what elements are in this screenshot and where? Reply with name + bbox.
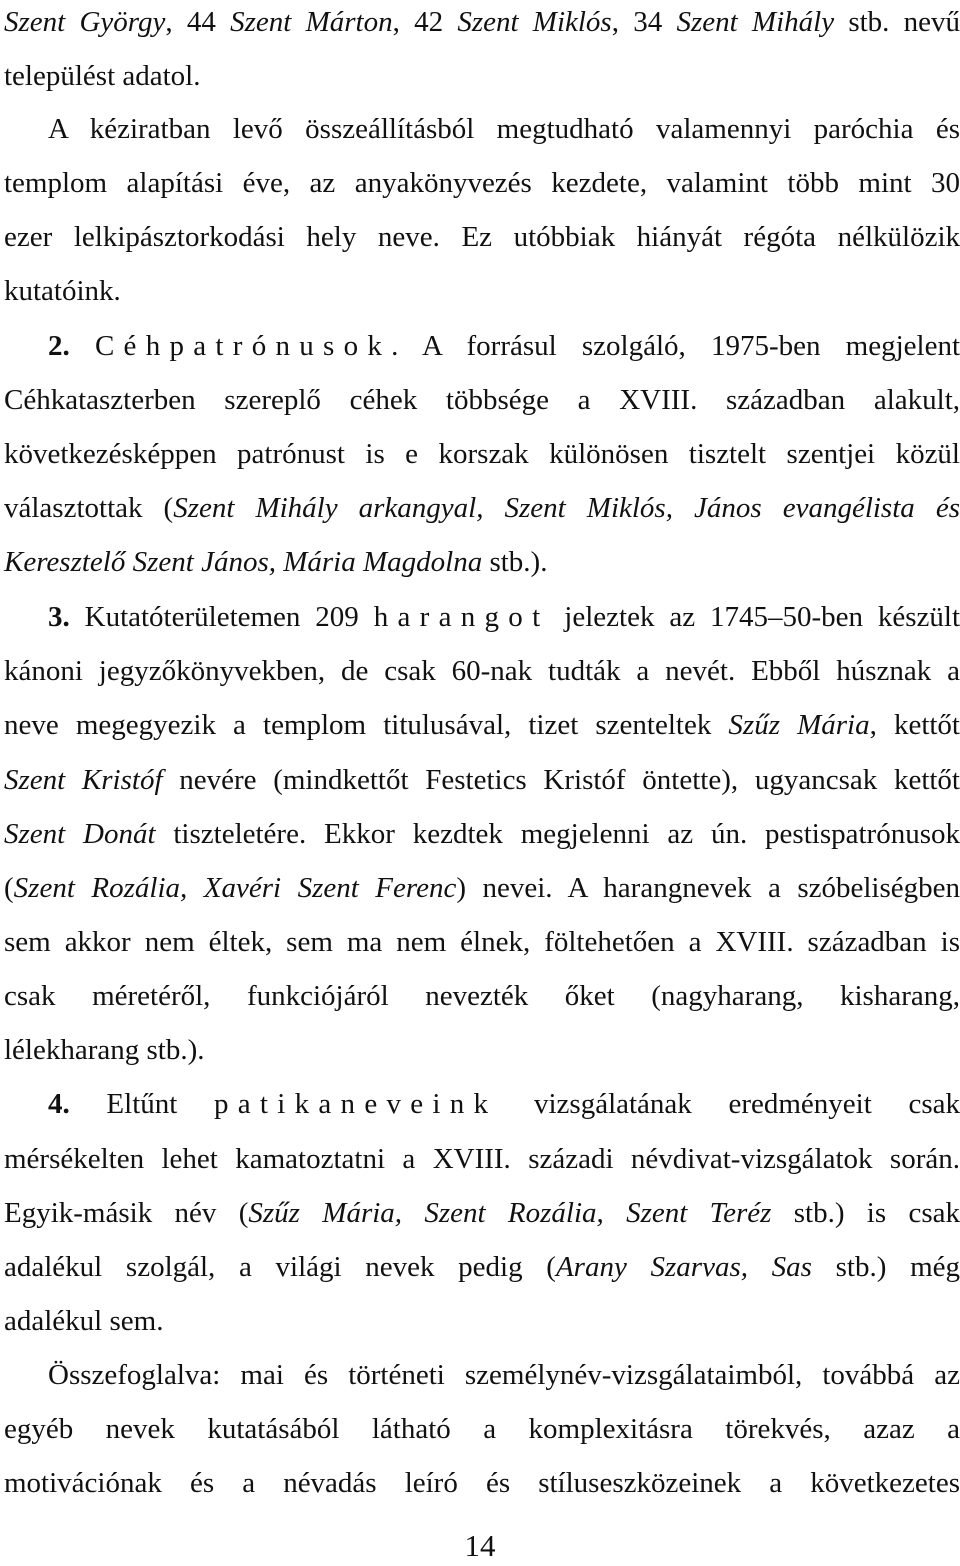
text-run: stb.) még — [811, 1251, 960, 1283]
text-line — [4, 271, 960, 311]
text-run: 4. — [48, 1088, 70, 1120]
text-line — [4, 163, 960, 203]
text-run: lélekharang stb.). — [4, 1034, 205, 1066]
text-line — [48, 1084, 960, 1124]
text-run: Szent Miklós — [457, 6, 612, 38]
text-run: stb.). — [482, 546, 548, 578]
text-run: ( — [4, 872, 14, 904]
text-line — [48, 109, 960, 149]
text-run: sem akkor nem éltek, sem ma nem élnek, föltehetően a XVIII. században is — [4, 926, 960, 958]
text-run: mérsékelten lehet kamatoztatni a XVIII. századi névdivat-vizsgálatok során. — [4, 1143, 960, 1175]
text-run: Keresztelő Szent János, Mária Magdolna — [4, 546, 483, 578]
text-line — [4, 2, 960, 42]
text-run: települést adatol. — [4, 60, 201, 92]
text-line — [4, 814, 960, 854]
text-line — [4, 922, 960, 962]
page-number: 14 — [464, 1528, 496, 1563]
text-line — [4, 760, 960, 800]
text-line — [4, 1409, 960, 1449]
text-line — [4, 217, 960, 257]
text-run: következésképpen patrónust is e korszak különösen tisztelt szentjei közül — [4, 438, 960, 470]
text-run: Kutatóterületemen 209 — [69, 601, 374, 633]
text-run: Szent Márton — [230, 6, 393, 38]
text-run: egyéb nevek kutatásából látható a komplexitásra törekvés, azaz a — [4, 1413, 960, 1445]
text-run: adalékul sem. — [4, 1305, 164, 1337]
text-run: csak méretéről, funkciójáról nevezték őket (nagyharang, kisharang, — [4, 980, 960, 1012]
text-run: A kéziratban levő összeállításból megtudható valamennyi paróchia és — [48, 113, 960, 145]
text-line — [4, 1030, 960, 1070]
text-line — [4, 380, 960, 420]
text-run: nevére (mindkettőt Festetics Kristóf öntette), ugyancsak kettőt — [162, 764, 960, 796]
text-run: kánoni jegyzőkönyvekben, de csak 60-nak tudták a nevét. Ebből húsznak a — [4, 655, 960, 687]
text-run: Szent Donát — [4, 818, 156, 850]
text-run — [70, 330, 95, 362]
text-line — [48, 597, 960, 637]
text-line — [4, 976, 960, 1016]
text-line — [4, 1463, 960, 1503]
text-line — [4, 651, 960, 691]
text-line — [4, 542, 960, 582]
text-run: , 34 — [611, 6, 677, 38]
text-run: ) nevei. A harangnevek a szóbeliségben — [456, 872, 960, 904]
text-run: Összefoglalva: mai és történeti személynév-vizsgálataimból, továbbá az — [48, 1359, 960, 1391]
text-line — [4, 56, 960, 96]
text-run: Egyik-másik név ( — [4, 1197, 249, 1229]
text-run: jeleztek az 1745–50-ben készült — [549, 601, 960, 633]
text-run: motivációnak és a névadás leíró és stíluseszközeinek a következetes — [4, 1467, 960, 1499]
text-line — [4, 434, 960, 474]
text-run: Szent Kristóf — [4, 764, 163, 796]
text-run: Szűz Mária, Szent Rozália, Szent Teréz — [248, 1197, 772, 1229]
text-run: 2. — [48, 330, 70, 362]
text-run: , 42 — [392, 6, 458, 38]
text-run: Eltűnt — [69, 1088, 214, 1120]
text-run: Szent Mihály — [676, 6, 835, 38]
text-run: kutatóink. — [4, 275, 121, 307]
text-run: Szent György — [4, 6, 166, 38]
text-run: stb.) is csak — [771, 1197, 960, 1229]
text-line — [4, 1301, 960, 1341]
text-run: . A forrásul szolgáló, 1975-ben megjelent — [391, 330, 960, 362]
text-run: ezer lelkipásztorkodási hely neve. Ez utóbbiak hiányát régóta nélkülözik — [4, 221, 960, 253]
text-run: Szűz Mária — [728, 709, 870, 741]
text-run: adalékul szolgál, a világi nevek pedig ( — [4, 1251, 556, 1283]
text-run: stb. nevű — [834, 6, 960, 38]
text-run: harangot — [373, 601, 550, 633]
text-line — [4, 868, 960, 908]
text-run: patikaneveink — [214, 1088, 498, 1120]
text-run: Arany Szarvas, Sas — [555, 1251, 812, 1283]
text-run: Szent Mihály arkangyal, Szent Miklós, János evangélista és — [173, 492, 960, 524]
text-run: neve megegyezik a templom titulusával, tizet szenteltek — [4, 709, 729, 741]
text-line — [4, 705, 960, 745]
text-run: vizsgálatának eredményeit csak — [497, 1088, 960, 1120]
text-run: , 44 — [165, 6, 231, 38]
text-run: Szent Rozália, Xavéri Szent Ferenc — [13, 872, 457, 904]
text-line — [4, 1247, 960, 1287]
text-run: 3. — [48, 601, 70, 633]
text-run: tiszteletére. Ekkor kezdtek megjelenni az ún. pestispatrónusok — [155, 818, 960, 850]
text-run: templom alapítási éve, az anyakönyvezés kezdete, valamint több mint 30 — [4, 167, 960, 199]
text-line — [4, 488, 960, 528]
text-line — [4, 1193, 960, 1233]
text-run: választottak ( — [4, 492, 174, 524]
text-line — [4, 1139, 960, 1179]
text-run: Céhpatrónusok — [94, 330, 392, 362]
text-line — [48, 1355, 960, 1395]
text-line — [48, 326, 960, 366]
text-run: , kettőt — [869, 709, 960, 741]
text-run: Céhkataszterben szereplő céhek többsége a XVIII. században alakult, — [4, 384, 960, 416]
